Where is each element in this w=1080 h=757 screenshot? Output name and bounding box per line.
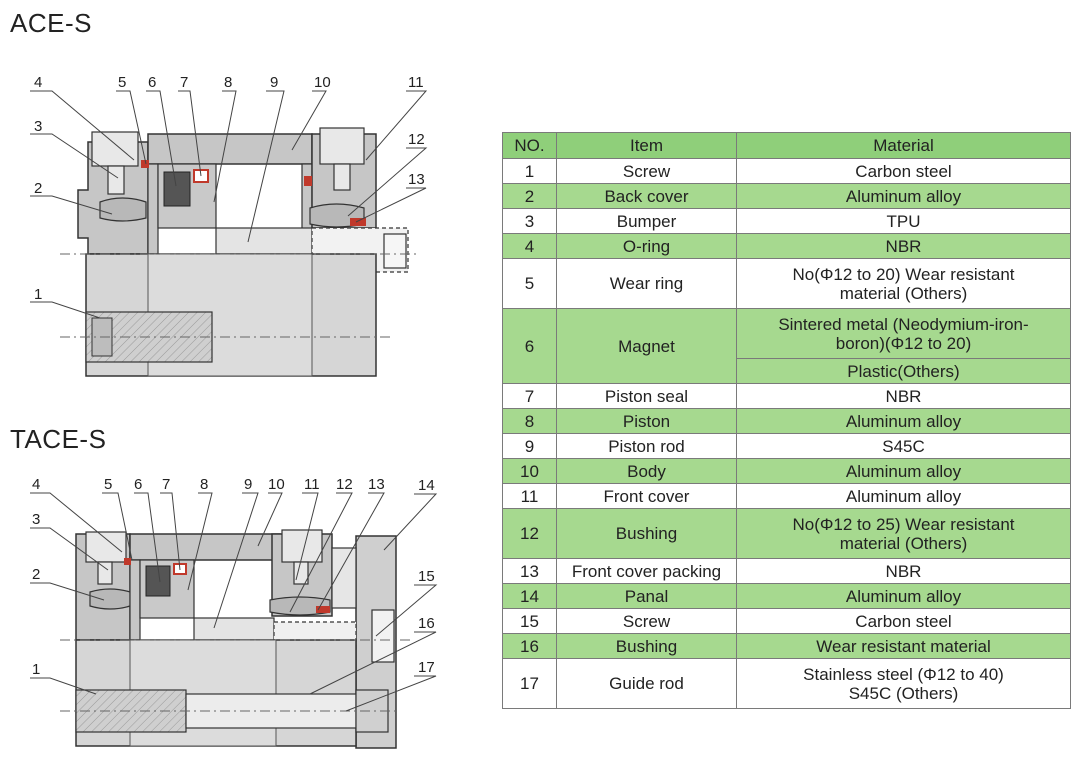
tace-s-label: 9 (244, 476, 253, 493)
row-no: 4 (503, 234, 557, 259)
ace-s-label: 9 (270, 74, 279, 91)
tace-s-label: 15 (418, 568, 435, 585)
tace-s-label: 8 (200, 476, 209, 493)
tace-s-label: 17 (418, 659, 435, 676)
row-item: Piston seal (557, 384, 737, 409)
table-row (503, 384, 1071, 409)
material-line: No(Φ12 to 25) Wear resistant (792, 514, 1015, 534)
row-material (737, 659, 1071, 709)
table-row (503, 634, 1071, 659)
row-no: 7 (503, 384, 557, 409)
row-item: Body (557, 459, 737, 484)
row-material: Aluminum alloy (737, 409, 1071, 434)
tace-s-label: 2 (32, 566, 41, 583)
tace-s-label: 1 (32, 661, 41, 678)
row-no: 10 (503, 459, 557, 484)
row-item: O-ring (557, 234, 737, 259)
row-item: Bushing (557, 634, 737, 659)
material-line: material (Others) (839, 283, 968, 303)
row-material: Aluminum alloy (737, 584, 1071, 609)
ace-s-label: 3 (34, 118, 43, 135)
material-line: No(Φ12 to 20) Wear resistant (792, 264, 1015, 284)
row-no: 3 (503, 209, 557, 234)
row-material: Plastic(Others) (737, 359, 1071, 384)
row-material: Aluminum alloy (737, 184, 1071, 209)
table-row (503, 309, 1071, 359)
row-material: NBR (737, 559, 1071, 584)
ace-s-diagram (30, 74, 426, 376)
ace-s-label: 11 (408, 74, 424, 91)
table-row (503, 259, 1071, 309)
row-no: 2 (503, 184, 557, 209)
ace-s-back-cover (78, 132, 148, 254)
row-item: Screw (557, 159, 737, 184)
table-row (503, 559, 1071, 584)
tace-s-front-cover (270, 530, 332, 616)
material-line: material (Others) (839, 533, 968, 553)
row-no: 14 (503, 584, 557, 609)
tace-s-label: 7 (162, 476, 171, 493)
row-no: 6 (503, 309, 557, 384)
ace-s-label: 10 (314, 74, 331, 91)
material-line: S45C (Others) (848, 683, 959, 703)
tace-s-label: 14 (418, 477, 435, 494)
row-item: Magnet (557, 309, 737, 384)
ace-s-lower-body (60, 254, 420, 376)
ace-s-label: 2 (34, 180, 43, 197)
row-no: 5 (503, 259, 557, 309)
row-item: Piston (557, 409, 737, 434)
row-material: Aluminum alloy (737, 459, 1071, 484)
tace-s-label: 12 (336, 476, 353, 493)
row-no: 17 (503, 659, 557, 709)
row-item: Front cover (557, 484, 737, 509)
row-item: Wear ring (557, 259, 737, 309)
row-material: NBR (737, 384, 1071, 409)
header-item: Item (557, 133, 737, 159)
material-line: Stainless steel (Φ12 to 40) (803, 664, 1004, 684)
table-row (503, 209, 1071, 234)
tace-s-label: 11 (304, 476, 320, 493)
row-no: 12 (503, 509, 557, 559)
tace-s-title: TACE-S (10, 424, 107, 454)
row-no: 11 (503, 484, 557, 509)
table-header-row (503, 133, 1071, 159)
row-item: Panal (557, 584, 737, 609)
table-row (503, 184, 1071, 209)
row-material: Wear resistant material (737, 634, 1071, 659)
row-material (737, 259, 1071, 309)
ace-s-label: 4 (34, 74, 43, 91)
header-no: NO. (503, 133, 557, 159)
tace-s-label: 4 (32, 476, 41, 493)
ace-s-label: 8 (224, 74, 233, 91)
row-no: 9 (503, 434, 557, 459)
row-item: Guide rod (557, 659, 737, 709)
ace-s-label: 5 (118, 74, 127, 91)
ace-s-label: 12 (408, 131, 425, 148)
table-row (503, 459, 1071, 484)
row-material: NBR (737, 234, 1071, 259)
tace-s-label: 6 (134, 476, 143, 493)
row-no: 8 (503, 409, 557, 434)
row-item: Bumper (557, 209, 737, 234)
table-row (503, 409, 1071, 434)
ace-s-label: 6 (148, 74, 157, 91)
row-material: Aluminum alloy (737, 484, 1071, 509)
row-no: 13 (503, 559, 557, 584)
tace-s-diagram (30, 476, 436, 748)
row-no: 1 (503, 159, 557, 184)
material-line: Sintered metal (Neodymium-iron- (778, 314, 1029, 334)
row-material (737, 309, 1071, 359)
tace-s-back-cover (76, 532, 130, 640)
row-material: Carbon steel (737, 159, 1071, 184)
table-row (503, 584, 1071, 609)
row-item: Bushing (557, 509, 737, 559)
ace-s-front-cover (304, 128, 376, 228)
tace-s-label: 5 (104, 476, 113, 493)
row-material (737, 509, 1071, 559)
ace-s-label: 13 (408, 171, 425, 188)
row-material: S45C (737, 434, 1071, 459)
row-no: 15 (503, 609, 557, 634)
materials-table (502, 132, 1071, 709)
table-row (503, 234, 1071, 259)
table-row (503, 159, 1071, 184)
row-item: Piston rod (557, 434, 737, 459)
material-line: boron)(Φ12 to 20) (835, 333, 972, 353)
row-item: Back cover (557, 184, 737, 209)
row-material: TPU (737, 209, 1071, 234)
header-material: Material (737, 133, 1071, 159)
table-row (503, 609, 1071, 634)
tace-s-label: 10 (268, 476, 285, 493)
row-material: Carbon steel (737, 609, 1071, 634)
row-no: 16 (503, 634, 557, 659)
tace-s-label: 16 (418, 615, 435, 632)
table-row (503, 484, 1071, 509)
tace-s-label: 13 (368, 476, 385, 493)
tace-s-label: 3 (32, 511, 41, 528)
table-row (503, 434, 1071, 459)
row-item: Front cover packing (557, 559, 737, 584)
table-row (503, 509, 1071, 559)
row-item: Screw (557, 609, 737, 634)
ace-s-title: ACE-S (10, 8, 92, 38)
ace-s-label: 1 (34, 286, 43, 303)
ace-s-label: 7 (180, 74, 189, 91)
table-row (503, 659, 1071, 709)
